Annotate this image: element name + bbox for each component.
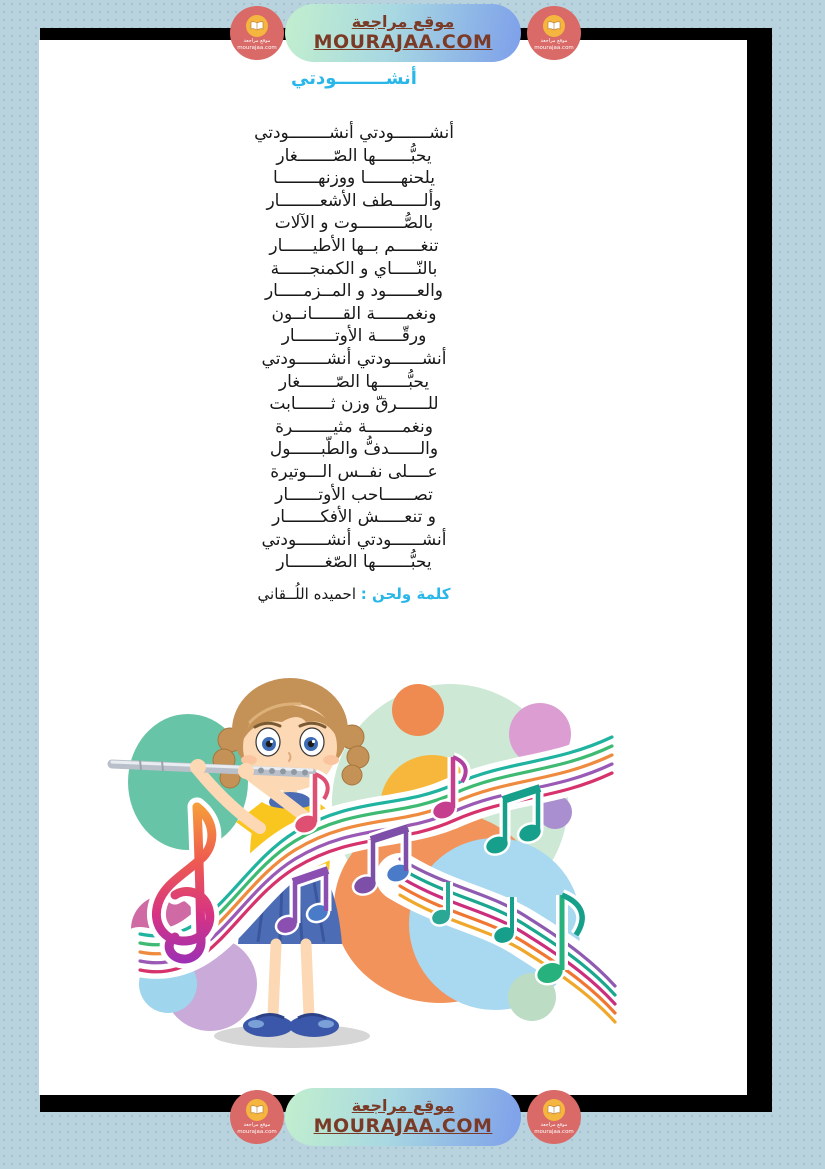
badge-text-ar: موقع مراجعة xyxy=(540,1122,568,1129)
badge-text-ar: موقع مراجعة xyxy=(243,1122,271,1129)
badge-text-ar: موقع مراجعة xyxy=(243,38,271,45)
poem-line: أنشــــــودتي أنشــــــودتي xyxy=(261,529,447,550)
poem-line: ونغمـــــــة مثيــــــــرة xyxy=(275,416,433,437)
book-icon xyxy=(246,1099,268,1121)
poem-line: ونغمــــــة القــــــانــون xyxy=(271,303,437,324)
badge-text-domain: mourajaa.com xyxy=(237,44,277,51)
book-icon xyxy=(543,15,565,37)
illustration-girl-flute xyxy=(100,652,620,1052)
poem-body xyxy=(0,122,708,574)
poem-line: يحبُّـــــــها الصّـــــــغار xyxy=(276,145,432,166)
poem-line: يلحنهـــــــا ووزنهــــــــا xyxy=(273,168,435,189)
poem-line: و تنعـــــش الأفكـــــــار xyxy=(272,507,436,528)
poem-line: يحبُّـــــــها الصّغـــــــار xyxy=(276,552,432,573)
poem-line: وألــــــطف الأشعــــــــار xyxy=(266,190,442,211)
poem-line: أنشـــــــودتي أنشــــــــودتي xyxy=(254,123,454,143)
poem-line: تصــــــاحب الأوتــــــار xyxy=(275,484,433,505)
poem-line: بالصُّـــــــــوت و الآلات xyxy=(274,213,434,234)
poem-line: والــــــدفُّ والطّبــــــول xyxy=(269,439,439,460)
poem-line: عــــلى نفــس الـــوتيرة xyxy=(270,461,438,482)
site-name-arabic: موقع مراجعة xyxy=(351,1096,455,1115)
page-title: أنشــــــــودتي xyxy=(291,68,417,89)
badge-text-ar: موقع مراجعة xyxy=(540,38,568,45)
site-domain-link[interactable]: MOURAJAA.COM xyxy=(313,31,493,54)
poem-line: للــــــرقّ وزن ثـــــــابت xyxy=(269,394,439,415)
poem-line: تنغـــــم بــها الأطيــــــار xyxy=(269,235,439,256)
badge-text-domain: mourajaa.com xyxy=(534,1128,574,1135)
poem-line: ورقّـــــة الأوتــــــــار xyxy=(281,326,427,347)
badge-text-domain: mourajaa.com xyxy=(534,44,574,51)
poem-line: أنشــــــودتي أنشــــــودتي xyxy=(261,348,447,369)
poem-line: يحبُّــــــها الصّـــــــغار xyxy=(278,371,430,392)
site-name-arabic: موقع مراجعة xyxy=(351,12,455,31)
credit-label: كلمة ولحن : xyxy=(360,585,451,603)
poem-line: والعــــــود و المــزمـــــار xyxy=(264,281,444,302)
book-icon xyxy=(246,15,268,37)
credit-author: احميده اللُــقاني xyxy=(257,585,356,603)
credit-line xyxy=(0,585,708,603)
site-footer-banner[interactable] xyxy=(285,1088,521,1146)
site-logo-badge xyxy=(527,1090,581,1144)
book-icon xyxy=(543,1099,565,1121)
site-logo-badge xyxy=(230,1090,284,1144)
site-header-banner[interactable] xyxy=(285,4,521,62)
site-logo-badge xyxy=(527,6,581,60)
site-logo-badge xyxy=(230,6,284,60)
site-domain-link[interactable]: MOURAJAA.COM xyxy=(313,1115,493,1138)
badge-text-domain: mourajaa.com xyxy=(237,1128,277,1135)
poem-line: بالنّـــــاي و الكمنجــــــة xyxy=(270,258,438,279)
